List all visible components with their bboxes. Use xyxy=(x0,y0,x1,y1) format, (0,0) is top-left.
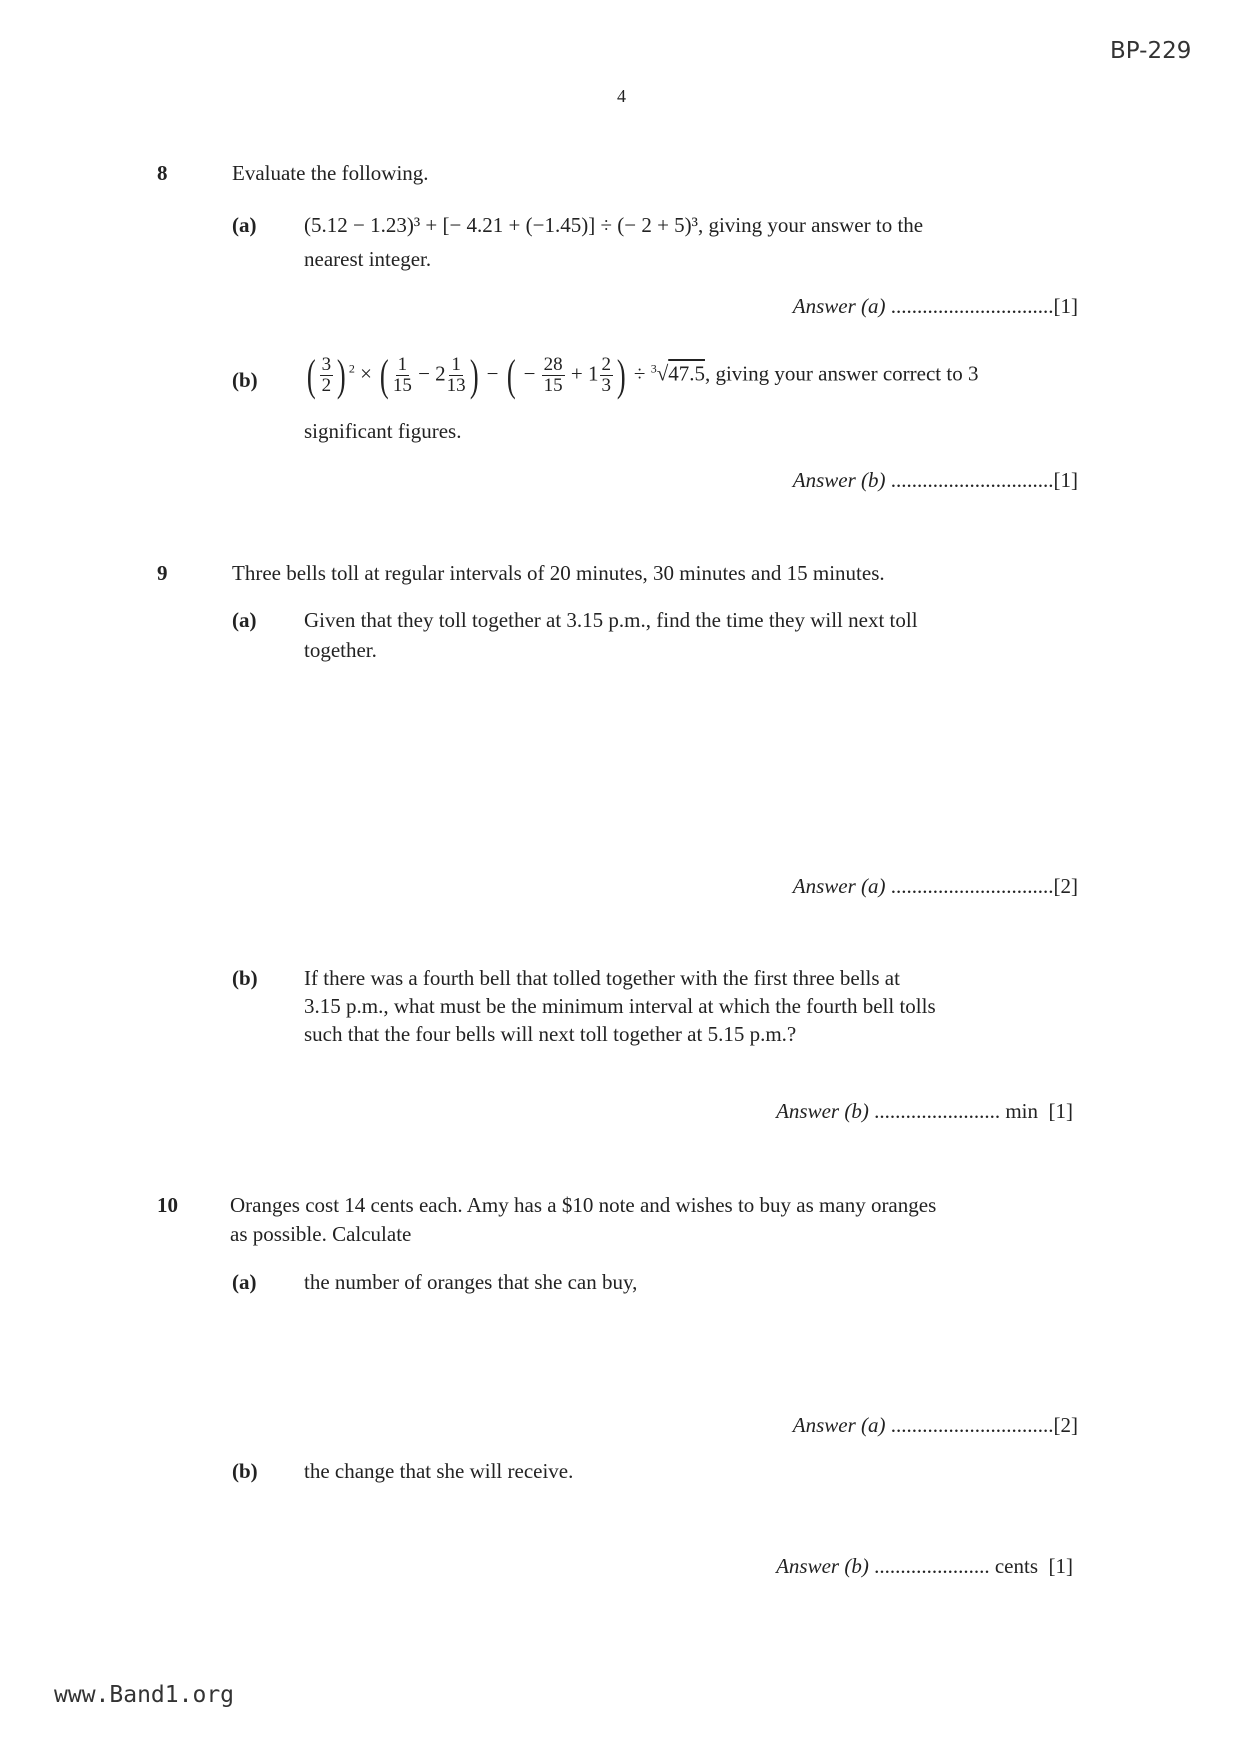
question-number: 8 xyxy=(157,161,168,185)
answer-line: Answer (a) ...............................[2] xyxy=(792,874,1078,898)
question-number: 9 xyxy=(157,561,168,585)
part-label: (a) xyxy=(232,608,257,632)
part-label: (b) xyxy=(232,368,258,392)
part-label: (a) xyxy=(232,1270,257,1294)
answer-line: Answer (b) ...............................[1] xyxy=(792,468,1078,492)
part-label: (a) xyxy=(232,213,257,237)
question-stem: Evaluate the following. xyxy=(232,161,429,185)
math-expression: (5.12 − 1.23)³ + [− 4.21 + (−1.45)] ÷ (− 2 + 5)³ xyxy=(304,213,698,237)
part-text-cont: together. xyxy=(304,638,377,662)
part-text: the change that she will receive. xyxy=(304,1459,574,1483)
part-text-cont: significant figures. xyxy=(304,419,462,443)
part-label: (b) xyxy=(232,966,258,990)
part-text: Given that they toll together at 3.15 p.m., find the time they will next toll xyxy=(304,608,918,632)
page-number: 4 xyxy=(617,86,626,106)
part-text-cont: nearest integer. xyxy=(304,247,432,271)
answer-line: Answer (b) ........................ min [1] xyxy=(776,1099,1073,1123)
question-stem: Three bells toll at regular intervals of 20 minutes, 30 minutes and 15 minutes. xyxy=(232,561,885,585)
part-text: (5.12 − 1.23)³ + [− 4.21 + (−1.45)] ÷ (− 2 + 5)³, giving your answer to the xyxy=(304,213,924,237)
answer-line: Answer (b) ...................... cents [1] xyxy=(776,1554,1073,1578)
website-footer: www.Band1.org xyxy=(54,1682,235,1708)
part-text-cont: such that the four bells will next toll together at 5.15 p.m.? xyxy=(304,1022,797,1046)
question-stem-cont: as possible. Calculate xyxy=(230,1222,412,1246)
math-expression: ( $\frac{3}{2}$ ) $^2$ × ( $\frac{1}{15}$ − 2 $\frac{1}{13}$ ) − ( − $\frac{28}{15}$ + 1 $\frac{2}{3}$ ) ÷ $^3$√47.5, giving your answer correct to 3 xyxy=(306,351,979,400)
part-label: (b) xyxy=(232,1459,258,1483)
question-stem: Oranges cost 14 cents each. Amy has a $10 note and wishes to buy as many oranges xyxy=(230,1193,937,1217)
part-text: If there was a fourth bell that tolled together with the first three bells at xyxy=(304,966,900,990)
part-text-cont: 3.15 p.m., what must be the minimum interval at which the fourth bell tolls xyxy=(304,994,936,1018)
answer-line: Answer (a) ...............................[1] xyxy=(792,294,1078,318)
question-number: 10 xyxy=(157,1193,178,1217)
part-text: the number of oranges that she can buy, xyxy=(304,1270,638,1294)
paper-code: BP-229 xyxy=(1110,38,1192,64)
answer-line: Answer (a) ...............................[2] xyxy=(792,1413,1078,1437)
